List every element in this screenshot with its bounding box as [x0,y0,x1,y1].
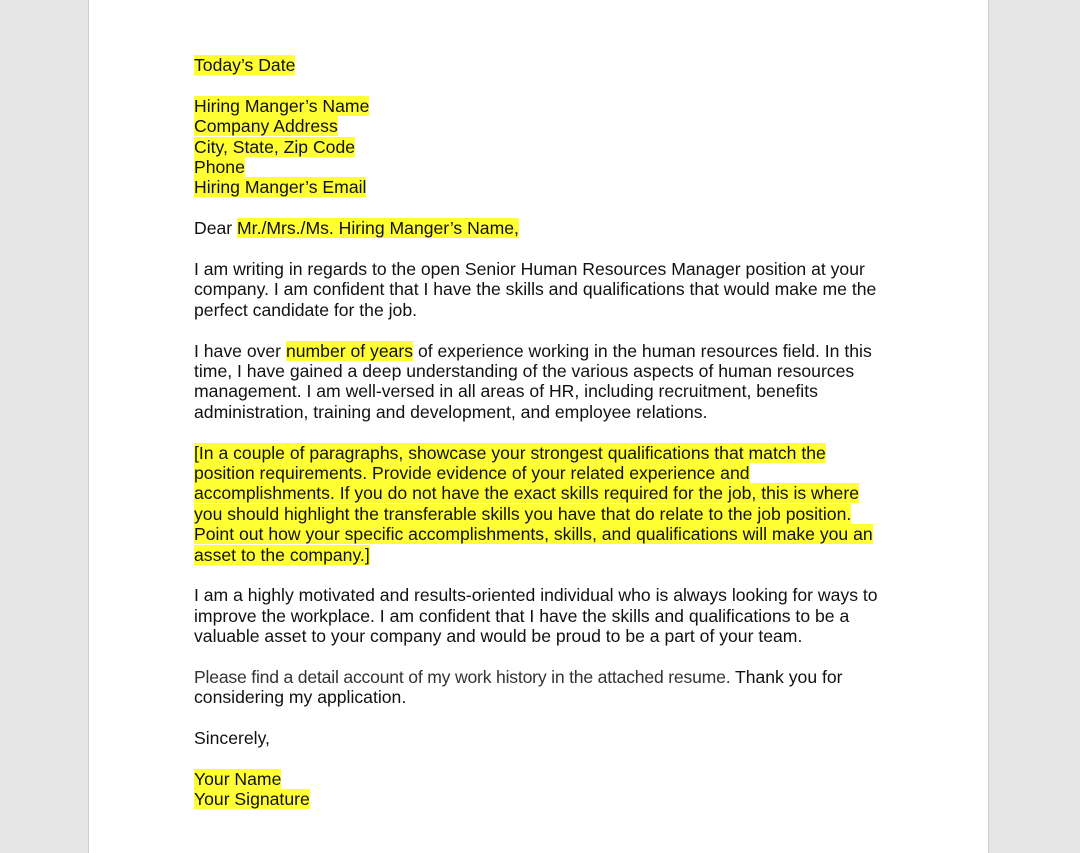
salutation [194,218,894,238]
signature-block [194,769,894,810]
paragraph-line: company. I am confident that I have the skills and qualifications that would make me the [194,279,877,300]
thanks-text: Thank you for [730,667,843,688]
letter-body [194,55,894,810]
paragraph-intro [194,259,894,320]
paragraph-qualifications-placeholder [194,443,894,565]
recipient-name: Hiring Manger’s Name [194,95,370,116]
recipient-address: Company Address [194,116,338,137]
placeholder-line: you should highlight the transferable skills you have that do relate to the job position. [194,503,852,524]
paragraph-closing-note [194,667,894,708]
resume-note: Please find a detail account of my work history in the attached resume. [194,667,731,688]
paragraph-motivation [194,585,894,646]
experience-prefix: I have over [194,340,286,361]
recipient-email: Hiring Manger’s Email [194,177,367,198]
paragraph-line: I am writing in regards to the open Senior Human Resources Manager position at your [194,259,865,280]
paragraph-line [194,341,894,361]
paragraph-experience [194,341,894,423]
date-block [194,55,894,75]
recipient-block [194,96,894,198]
paragraph-line: considering my application. [194,687,407,708]
paragraph-line [194,667,894,687]
paragraph-line: time, I have gained a deep understanding of the various aspects of human resources [194,361,855,382]
placeholder-line: asset to the company.] [194,544,370,565]
salutation-name: Mr./Mrs./Ms. Hiring Manger’s Name, [237,218,519,239]
your-name: Your Name [194,769,282,790]
placeholder-line: position requirements. Provide evidence of your related experience and [194,463,750,484]
paragraph-line: perfect candidate for the job. [194,299,417,320]
years-placeholder: number of years [285,340,414,361]
recipient-phone: Phone [194,157,245,178]
paragraph-line: improve the workplace. I am confident that I have the skills and qualifications to be a [194,605,850,626]
closing-text: Sincerely, [194,728,270,749]
document-page [88,0,989,853]
salutation-prefix: Dear [194,218,238,239]
placeholder-line: [In a couple of paragraphs, showcase your strongest qualifications that match the [194,442,826,463]
paragraph-line: management. I am well-versed in all areas of HR, including recruitment, benefits [194,381,818,402]
your-signature: Your Signature [194,789,310,810]
closing [194,728,894,748]
paragraph-line: administration, training and development, and employee relations. [194,401,708,422]
date-text: Today’s Date [194,55,296,75]
paragraph-line: valuable asset to your company and would be proud to be a part of your team. [194,626,803,647]
paragraph-line: I am a highly motivated and results-oriented individual who is always looking for ways to [194,585,878,606]
placeholder-line: accomplishments. If you do not have the exact skills required for the job, this is where [194,483,859,504]
placeholder-line: Point out how your specific accomplishments, skills, and qualifications will make you an [194,524,873,545]
experience-suffix: of experience working in the human resources field. In this [413,340,872,361]
recipient-city: City, State, Zip Code [194,136,356,157]
